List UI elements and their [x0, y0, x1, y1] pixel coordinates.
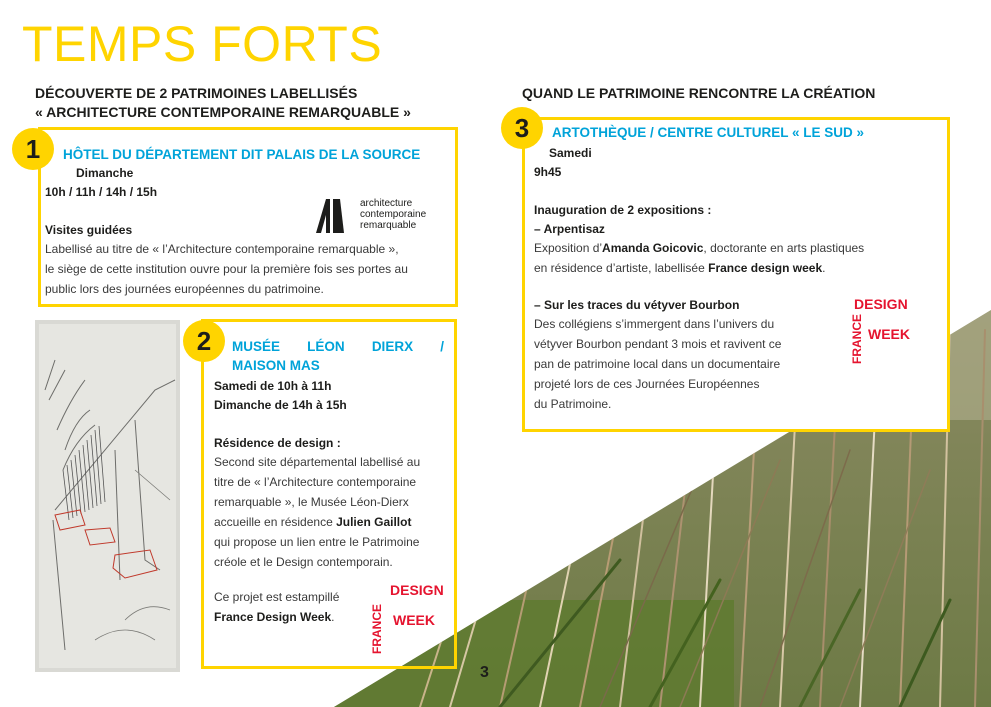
item2-line6: créole et le Design contemporain. — [214, 555, 393, 569]
item3-expo1-line2-post: . — [822, 261, 826, 275]
france-design-week-logo-3 — [852, 294, 912, 364]
fdw3-france: FRANCE — [850, 314, 864, 364]
item3-expo2-line1: Des collégiens s’immergent dans l’univers du — [534, 317, 775, 331]
item3-expo1-label: France design week — [708, 261, 823, 275]
acr-logo-line2: contemporaine — [360, 209, 427, 220]
item3-expo2-title: – Sur les traces du vétyver Bourbon — [534, 298, 740, 312]
left-heading-line2: « ARCHITECTURE CONTEMPORAINE REMARQUABLE » — [35, 104, 411, 120]
item1-day: Dimanche — [76, 166, 134, 180]
item3-time: 9h45 — [534, 165, 562, 179]
acr-logo-line1: architecture — [360, 198, 413, 209]
item1-number-badge: 1 — [12, 128, 54, 170]
item2-schedule1: Samedi de 10h à 11h — [214, 379, 332, 393]
item3-expo1-description — [534, 238, 944, 278]
item3-expo1-title: – Arpentisaz — [534, 222, 605, 236]
item1-line1: Labellisé au titre de « l’Architecture contemporaine remarquable », — [45, 242, 399, 256]
item2-line5: qui propose un lien entre le Patrimoine — [214, 535, 420, 549]
fdw2-week: WEEK — [393, 612, 435, 628]
item2-title-line1 — [232, 338, 444, 356]
item3-expo2-line3: pan de patrimoine local dans un documentaire — [534, 357, 781, 371]
item2-number-badge: 2 — [183, 320, 225, 362]
item3-expo1-line2 — [534, 258, 944, 278]
fdw3-design: DESIGN — [854, 296, 908, 312]
item2-title-word4: / — [440, 339, 444, 354]
item2-line4-text: accueille en résidence — [214, 515, 333, 529]
item3-expo1-line2-pre: en résidence d’artiste, labellisée — [534, 261, 709, 275]
item2-title-line2: MAISON MAS — [232, 358, 320, 373]
fdw2-france: FRANCE — [370, 604, 384, 654]
item2-title-word2: LÉON — [307, 339, 345, 354]
acr-logo-line3: remarquable — [360, 220, 417, 231]
item2-title-word3: DIERX — [371, 339, 414, 354]
design-sketch-image — [35, 320, 180, 672]
item2-schedule2: Dimanche de 14h à 15h — [214, 398, 347, 412]
item1-times: 10h / 11h / 14h / 15h — [45, 185, 158, 199]
item2-stamp-text — [214, 587, 339, 627]
item2-description — [214, 452, 454, 572]
right-section-heading: QUAND LE PATRIMOINE RENCONTRE LA CRÉATION — [522, 85, 876, 101]
item3-day: Samedi — [549, 146, 592, 160]
left-section-heading — [35, 84, 411, 122]
fdw2-design: DESIGN — [390, 582, 444, 598]
item3-number-badge: 3 — [501, 107, 543, 149]
item3-expo2-line2: vétyver Bourbon pendant 3 mois et ravivent ce — [534, 337, 782, 351]
item2-stamp-line1: Ce projet est estampillé — [214, 590, 340, 604]
architecture-contemporaine-remarquable-logo — [316, 195, 456, 235]
item2-stamp-line2 — [214, 607, 339, 627]
item1-title: HÔTEL DU DÉPARTEMENT DIT PALAIS DE LA SOURCE — [63, 147, 421, 162]
item1-description — [45, 239, 450, 299]
item2-line2: titre de « l’Architecture contemporaine — [214, 475, 417, 489]
item2-title-word1: MUSÉE — [232, 339, 281, 354]
acr-logo-icon — [316, 195, 346, 235]
item2-line1: Second site départemental labellisé au — [214, 455, 421, 469]
item3-expo2-description — [534, 314, 834, 414]
item2-stamp-label: France Design Week — [214, 610, 332, 624]
item2-resident-name: Julien Gaillot — [336, 515, 412, 529]
page-number: 3 — [480, 664, 489, 681]
fdw3-week: WEEK — [868, 326, 910, 342]
item3-expo1-post: , doctorante en arts plastiques — [703, 241, 865, 255]
item2-subhead: Résidence de design : — [214, 436, 341, 450]
item2-line3: remarquable », le Musée Léon-Dierx — [214, 495, 409, 509]
left-heading-line1: DÉCOUVERTE DE 2 PATRIMOINES LABELLISÉS — [35, 85, 358, 101]
item3-expo1-artist: Amanda Goicovic — [602, 241, 704, 255]
item3-inauguration: Inauguration de 2 expositions : — [534, 203, 712, 217]
item2-stamp-period: . — [331, 610, 335, 624]
item1-line2: le siège de cette institution ouvre pour la première fois ses portes au — [45, 262, 408, 276]
item3-expo1-pre: Exposition d’ — [534, 241, 603, 255]
page-title: TEMPS FORTS — [22, 16, 383, 72]
item3-title: ARTOTHÈQUE / CENTRE CULTUREL « LE SUD » — [552, 125, 865, 140]
france-design-week-logo-2 — [370, 580, 444, 654]
item3-expo2-line5: du Patrimoine. — [534, 397, 612, 411]
item1-subhead: Visites guidées — [45, 223, 133, 237]
item3-expo2-line4: projeté lors de ces Journées Européennes — [534, 377, 760, 391]
item1-line3: public lors des journées européennes du patrimoine. — [45, 282, 324, 296]
item2-line4 — [214, 512, 454, 532]
item3-expo1-line1 — [534, 238, 944, 258]
